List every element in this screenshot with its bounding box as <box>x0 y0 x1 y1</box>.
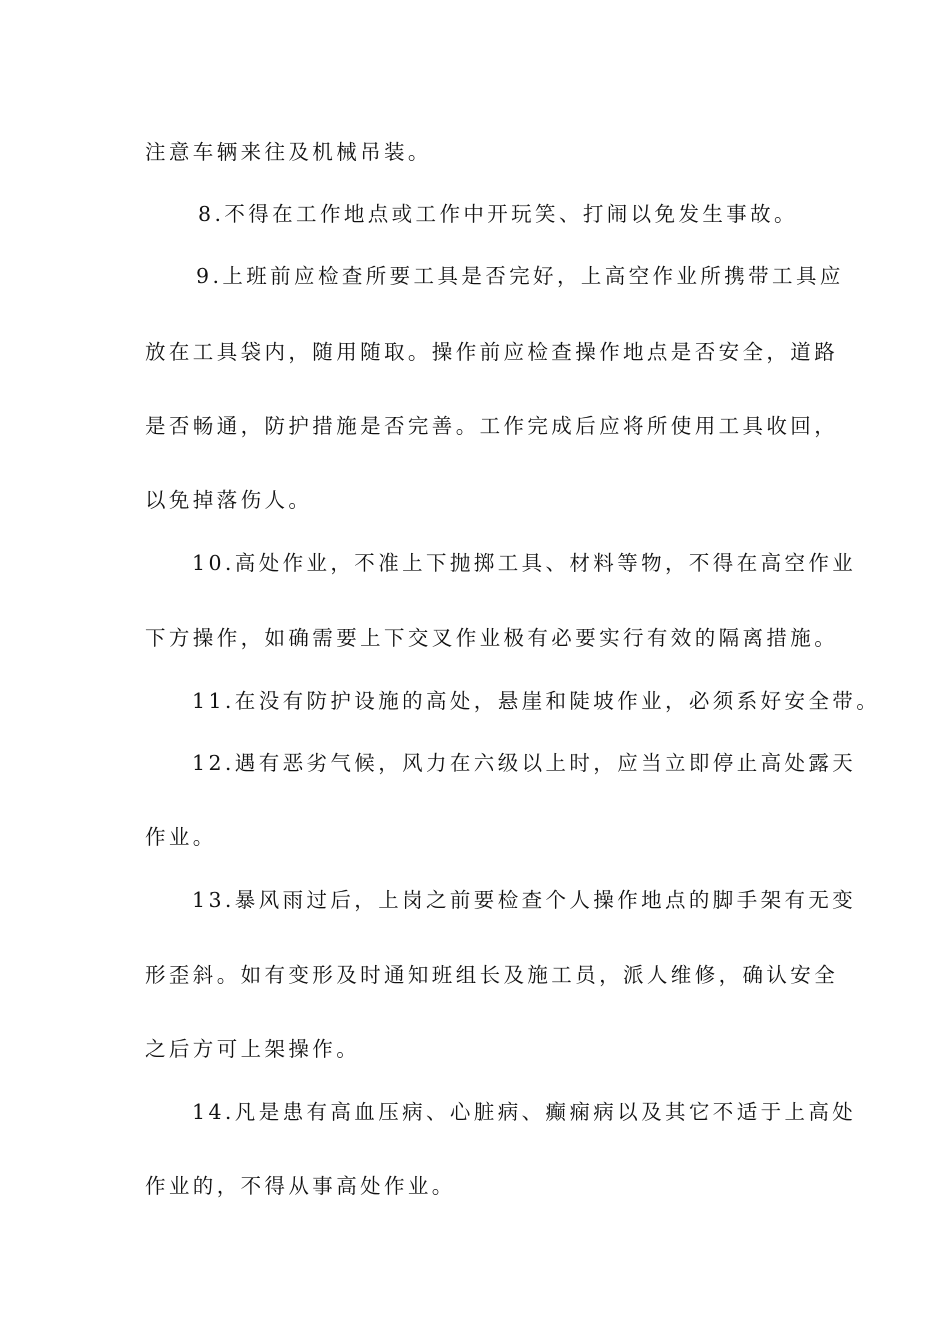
text-line: 9.上班前应检查所要工具是否完好，上高空作业所携带工具应 <box>196 264 844 288</box>
text-line: 12.遇有恶劣气候，风力在六级以上时，应当立即停止高处露天 <box>192 751 857 775</box>
text-line: 下方操作，如确需要上下交叉作业极有必要实行有效的隔离措施。 <box>145 626 839 650</box>
text-line: 14.凡是患有高血压病、心脏病、癫痫病以及其它不适于上高处 <box>192 1100 857 1124</box>
text-line: 以免掉落伤人。 <box>145 488 313 512</box>
text-line: 8.不得在工作地点或工作中开玩笑、打闹以免发生事故。 <box>198 202 798 226</box>
text-line: 形歪斜。如有变形及时通知班组长及施工员，派人维修，确认安全 <box>145 963 839 987</box>
text-line: 作业。 <box>145 825 217 849</box>
text-line: 作业的，不得从事高处作业。 <box>145 1174 456 1198</box>
text-line: 之后方可上架操作。 <box>145 1037 361 1061</box>
text-line: 13.暴风雨过后，上岗之前要检查个人操作地点的脚手架有无变 <box>192 888 857 912</box>
text-line: 11.在没有防护设施的高处，悬崖和陡坡作业，必须系好安全带。 <box>192 689 881 713</box>
text-line: 放在工具袋内，随用随取。操作前应检查操作地点是否安全，道路 <box>145 340 839 364</box>
text-line: 注意车辆来往及机械吊装。 <box>145 140 432 164</box>
text-line: 10.高处作业，不准上下抛掷工具、材料等物，不得在高空作业 <box>192 551 857 575</box>
text-line: 是否畅通，防护措施是否完善。工作完成后应将所使用工具收回， <box>145 414 839 438</box>
